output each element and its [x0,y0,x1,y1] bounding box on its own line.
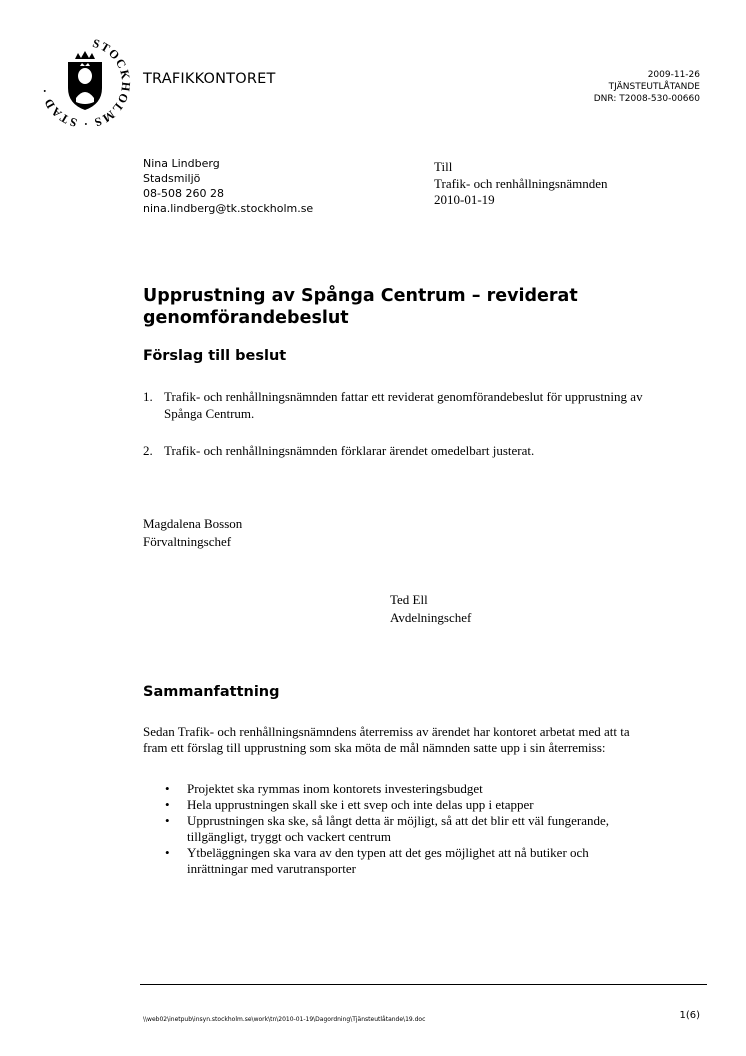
recipient-board: Trafik- och renhållningsnämnden [434,175,608,191]
document-meta [594,69,700,105]
bullet-icon: • [165,797,170,812]
list-item-text: Upprustningen ska ske, så långt detta är möjligt, så att det blir ett väl fungerande, tillgängligt, tryggt och vackert centrum [187,813,610,844]
list-item-text: Projektet ska rymmas inom kontorets investeringsbudget [187,781,483,796]
recipient-to: Till [434,159,453,174]
recipient-date: 2010-01-19 [434,192,495,207]
summary-intro: Sedan Trafik- och renhållningsnämndens återremiss av ärendet har kontoret arbetat med att ta fram ett förslag till upprustning som ska möta de mål nämnden satte upp i sin återremiss: [143,724,630,755]
sender-block [143,156,313,216]
document-date: 2009-11-26 [647,70,700,80]
svg-text:STOCKHOLMS · STAD ·: STOCKHOLMS · STAD · [38,36,132,130]
signatory-title: Förvaltningschef [143,534,232,549]
footer-file-path: \\web02\inetpub\insyn.stockholm.se\work\tn\2010-01-19\Dagordning\Tjänsteutlåtande\19.doc [143,1016,426,1023]
summary-bullet-list [143,781,643,877]
signatory-title: Avdelningschef [390,610,472,625]
sender-phone: 08-508 260 28 [143,187,224,200]
proposal-heading: Förslag till beslut [143,348,287,364]
sender-email: nina.lindberg@tk.stockholm.se [143,202,314,215]
document-title: Upprustning av Spånga Centrum – reviderat genomförandebeslut [143,286,578,328]
document-type: TJÄNSTEUTLÅTANDE [608,82,700,92]
proposal-item-text: Trafik- och renhållningsnämnden fattar ett reviderat genomförandebeslut för upprustning av Spånga Centrum. [164,389,643,421]
list-item [143,845,643,877]
signatory-name: Magdalena Bosson [143,516,243,531]
bullet-icon: • [165,781,170,796]
footer-divider [140,984,707,985]
document-dnr: DNR: T2008-530-00660 [593,94,700,104]
list-item-text: Ytbeläggningen ska vara av den typen att det ges möjlighet att nå butiker och inrättningar med varutransporter [187,845,589,876]
organization-name: TRAFIKKONTORET [143,71,276,87]
signature-block [390,591,471,627]
list-item [143,781,643,797]
sender-name: Nina Lindberg [143,157,220,170]
signature-block [143,515,242,551]
bullet-icon: • [165,845,170,860]
sender-department: Stadsmiljö [143,172,201,185]
recipient-block [434,159,608,209]
proposal-item [143,389,643,422]
summary-heading: Sammanfattning [143,684,280,700]
proposal-item-number: 1. [143,389,153,404]
page-number: 1(6) [679,1010,700,1021]
proposal-item-number: 2. [143,443,153,458]
proposal-item [143,443,643,460]
list-item-text: Hela upprustningen skall ske i ett svep och inte delas upp i etapper [187,797,534,812]
stockholm-stad-logo [38,36,132,130]
list-item [143,813,643,845]
signatory-name: Ted Ell [390,592,428,607]
list-item [143,797,643,813]
proposal-item-text: Trafik- och renhållningsnämnden förklarar ärendet omedelbart justerat. [164,443,535,458]
bullet-icon: • [165,813,170,828]
